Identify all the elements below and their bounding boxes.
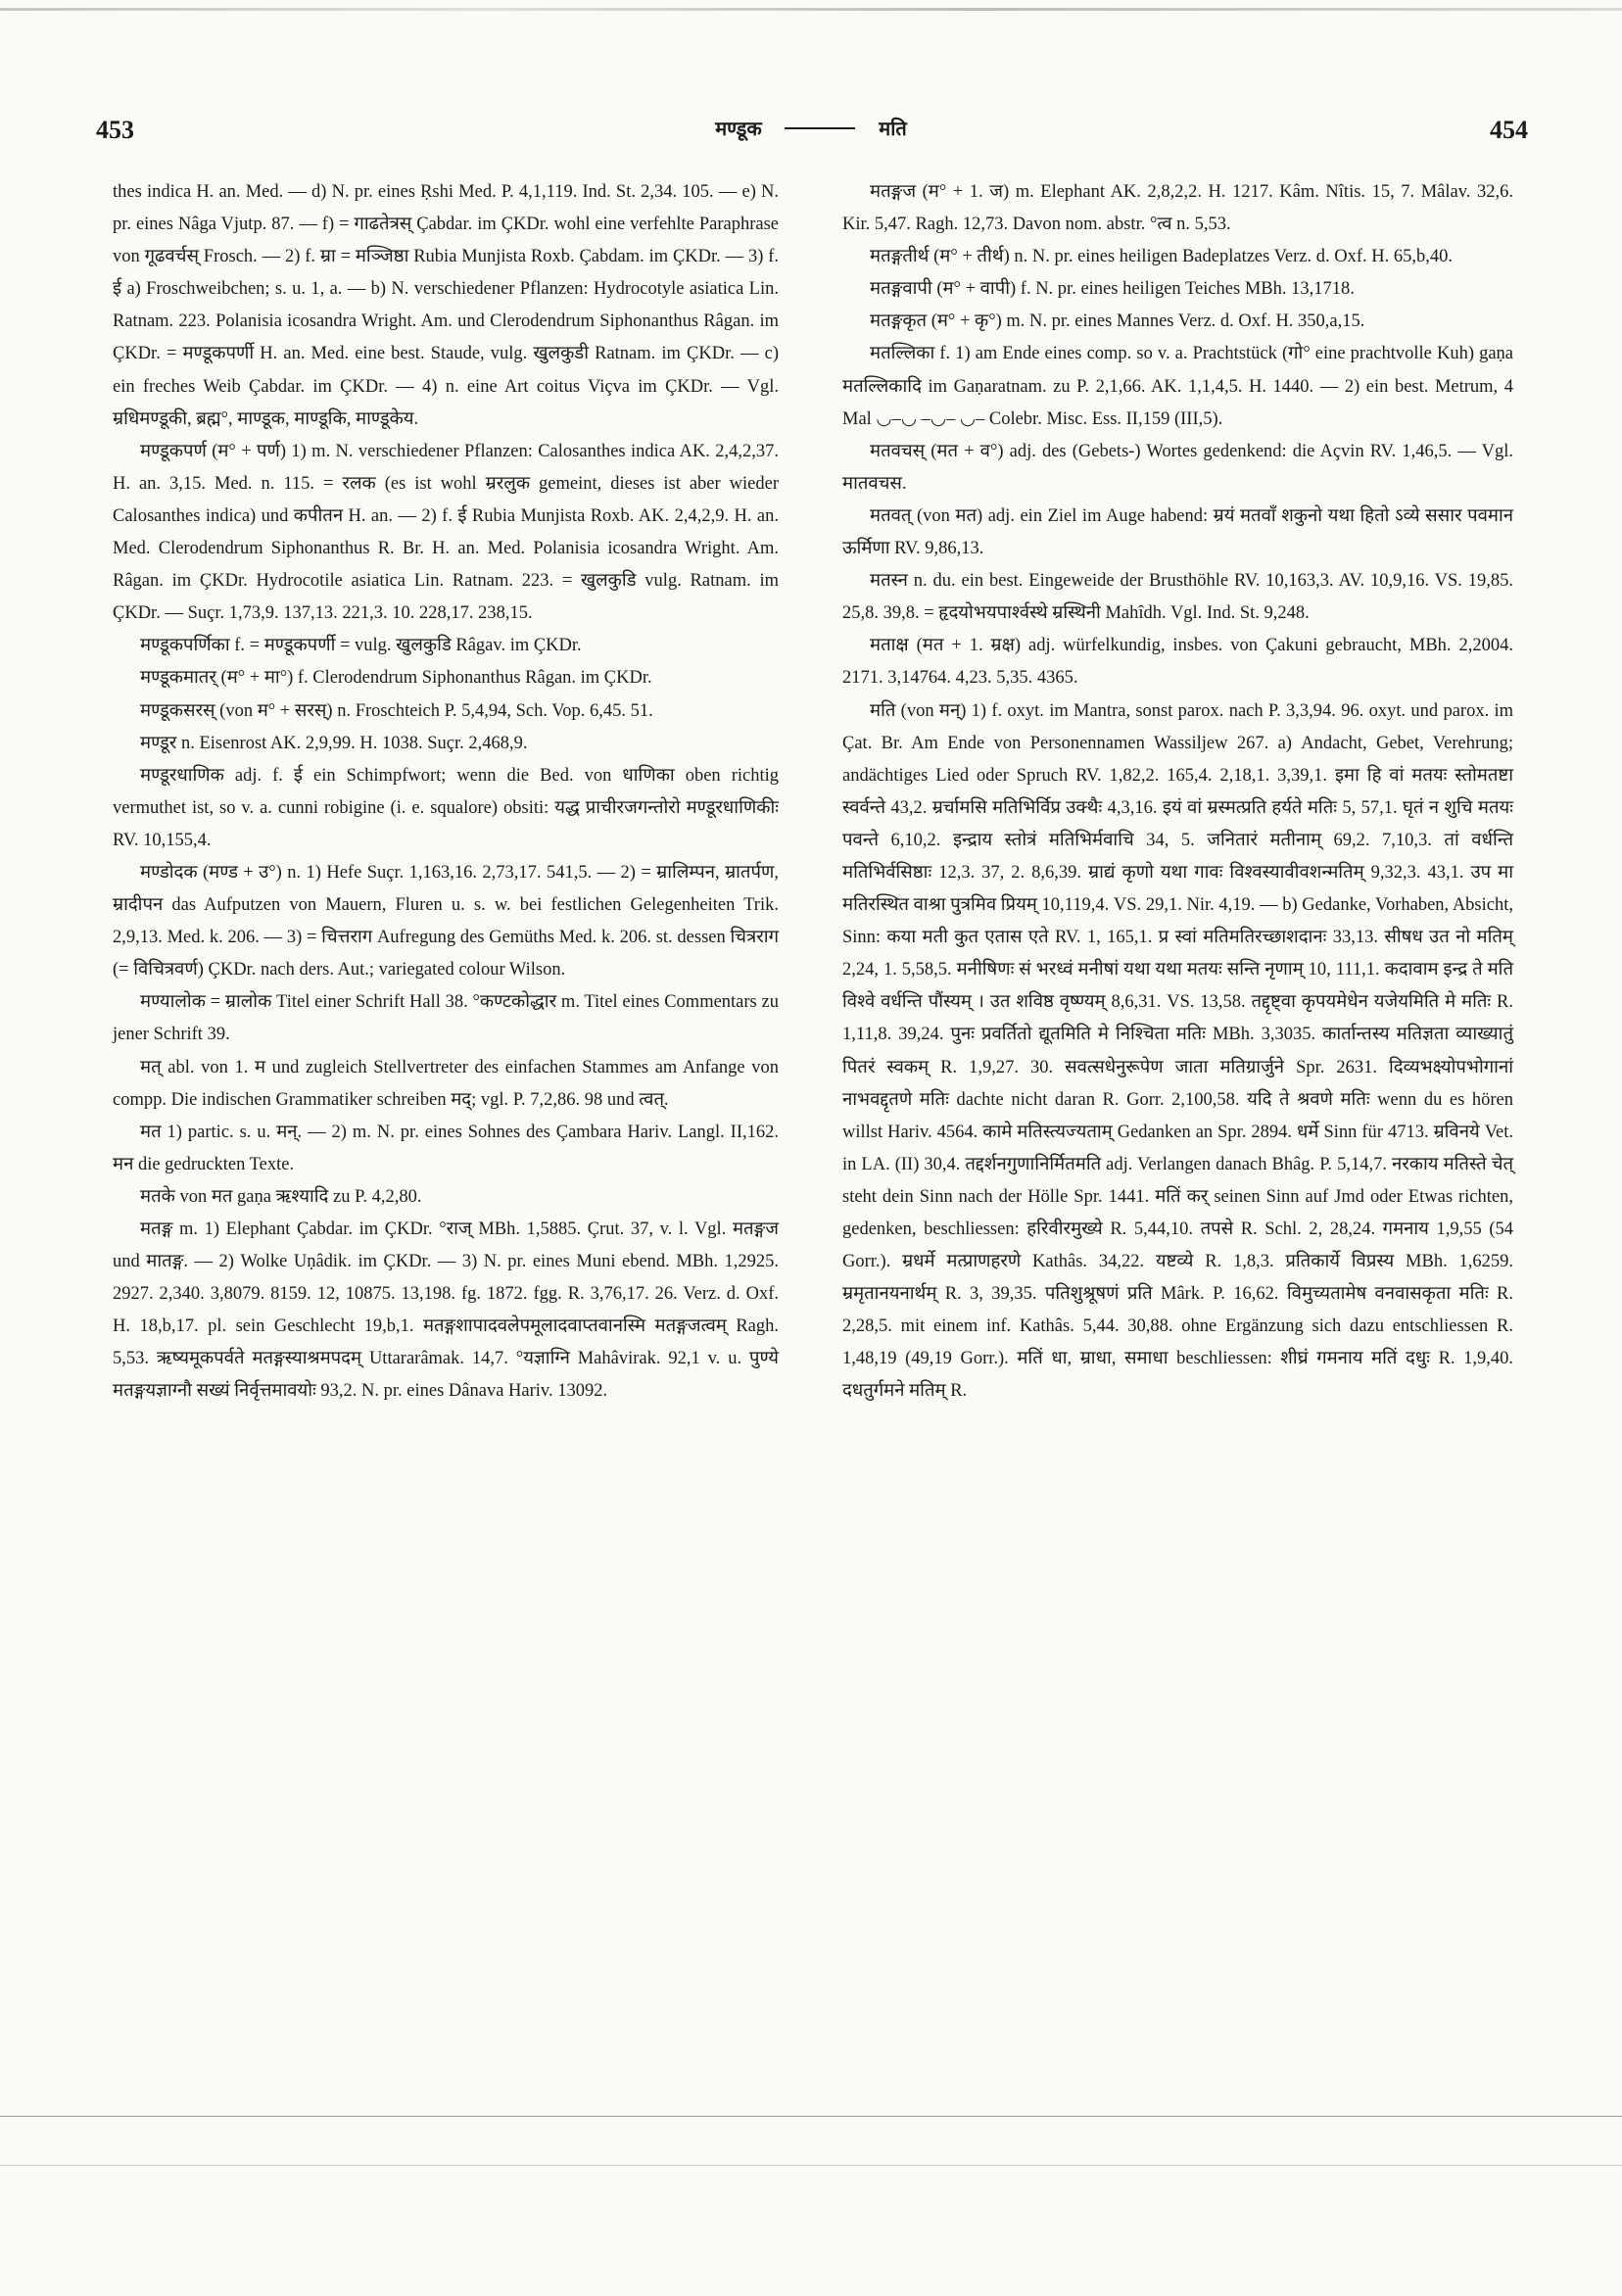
entry-paragraph: मतङ्गवापी (म° + वापी) f. N. pr. eines heiligen Teiches MBh. 13,1718. (870, 279, 1355, 300)
entry-paragraph: मतङ्गकृत (म° + कृ°) m. N. pr. eines Mannes Verz. d. Oxf. H. 350,a,15. (870, 311, 1365, 332)
entry-paragraph: मण्डूकपर्णिका f. = मण्डूकपर्णी = vulg. खुलकुडि Râgav. im ÇKDr. (140, 636, 582, 656)
headword-separator (785, 127, 855, 129)
entry-paragraph: मतङ्गज (म° + 1. ज) m. Elephant AK. 2,8,2,2. H. 1217. Kâm. Nîtis. 15, 7. Mâlav. 32,6. Kir. 5,47. Ragh. 12,73. Davon nom. abstr. °त्व n. 5,53. (842, 182, 1513, 235)
entry-paragraph: thes indica H. an. Med. — d) N. pr. eines Ṛshi Med. P. 4,1,119. Ind. St. 2,34. 105. — e) N. pr. eines Nâga Vjutp. 87. — f) = गाढतेत्रस् Çabdar. im ÇKDr. wohl eine verfehlte Paraphrase von गूढवर्चस् Frosch. — 2) f. म्रा = मञ्जिष्ठा Rubia Munjista Roxb. Çabdam. im ÇKDr. — 3) f. ई a) Froschweibchen; s. u. 1, a. — b) N. verschiedener Pflanzen: Hydrocotyle asiatica Lin. Ratnam. 223. Polanisia icosandra Wright. Am. und Clerodendrum Siphonanthus Râgan. im ÇKDr. = मण्डूकपर्णी H. an. Med. eine best. Staude, vulg. खुलकुडी Ratnam. im ÇKDr. — c) ein freches Weib Çabdar. im ÇKDr. — 4) n. eine Art coitus Viçva im ÇKDr. — Vgl. म्रधिमण्डूकी, ब्रह्म°, माण्डूक, माण्डूकि, माण्डूकेय. (113, 182, 779, 429)
right-column (842, 176, 1513, 1409)
entry-paragraph: मण्डूरधाणिक adj. f. ई ein Schimpfwort; wenn die Bed. von धाणिका oben richtig vermuthet ist, so v. a. cunni robigine (i. e. squalore) obsiti: यद्ध प्राचीरजगन्तोरो मण्डूरधाणिकीः RV. 10,155,4. (113, 765, 779, 850)
left-column (113, 176, 779, 1409)
headword-left: मण्डूक (715, 117, 762, 140)
entry-paragraph: मतल्लिका f. 1) am Ende eines comp. so v. a. Prachtstück (गो° eine prachtvolle Kuh) gaṇa मतल्लिकादि im Gaṇaratnam. zu P. 2,1,66. AK. 1,1,4,5. H. 1440. — 2) ein best. Metrum, 4 Mal ◡–◡ –◡– ◡– Colebr. Misc. Ess. II,159 (III,5). (842, 344, 1513, 429)
entry-paragraph: मतके von मत gaṇa ऋश्यादि zu P. 4,2,80. (140, 1186, 422, 1207)
running-head (0, 110, 1622, 142)
entry-paragraph: मण्डूकपर्ण (म° + पर्ण) 1) m. N. verschiedener Pflanzen: Calosanthes indica AK. 2,4,2,37. H. an. 3,15. Med. n. 115. = रलक (es ist wohl म्ररलुक gemeint, dieses ist aber wieder Calosanthes indica) und कपीतन H. an. — 2) f. ई Rubia Munjista Roxb. AK. 2,4,2,9. H. an. Med. Clerodendrum Siphonanthus R. Br. H. an. Med. Polanisia icosandra Wright. Am. Râgan. im ÇKDr. Hydrocotile asiatica Lin. Ratnam. 223. = खुलकुडि vulg. Ratnam. im ÇKDr. — Suçr. 1,73,9. 137,13. 221,3. 10. 228,17. 238,15. (113, 441, 779, 624)
bottom-rule (0, 2116, 1622, 2117)
entry-paragraph: मण्यालोक = म्रालोक Titel einer Schrift Hall 38. °कण्टकोद्धार m. Titel eines Commentars zu jener Schrift 39. (113, 992, 779, 1045)
entry-paragraph: मति (von मन्) 1) f. oxyt. im Mantra, sonst parox. nach P. 3,3,94. 96. oxyt. und parox. im Çat. Br. Am Ende von Personennamen Wassiljew 267. a) Andacht, Gebet, Verehrung; andächtiges Lied oder Spruch RV. 1,82,2. 165,4. 2,18,1. 3,39,1. इमा हि वां मतयः स्तोमतष्टा स्वर्वन्ते 43,2. म्रर्चामसि मतिभिर्विप्र उक्थैः 4,3,16. इयं वां म्रस्मत्प्रति हर्यते मतिः 5, 57,1. घृतं न शुचि मतयः पवन्ते 6,10,2. इन्द्राय स्तोत्रं मतिभिर्मवाचि 34, 5. जनितारं मतीनाम् 69,2. 7,10,3. तां वर्धन्ति मतिभिर्वसिष्ठाः 12,3. 37, 2. 8,6,39. म्राद्यं कृणो यथा गावः विश्वस्यावीवशन्मतिम् 9,32,3. 43,1. उप मा मतिरस्थित वाश्रा पुत्रमिव प्रियम् 10,119,4. VS. 29,1. Nir. 4,19. — b) Gedanke, Vorhaben, Absicht, Sinn: कया मती कुत एतास एते RV. 1, 165,1. प्र स्वां मतिमतिरच्छाशदानः 33,13. सीषध उत नो मतिम् 2,24, 1. 5,58,5. मनीषिणः सं भरध्वं मनीषां यथा यथा मतयः सन्ति नृणाम् 10, 111,1. कदावाम इन्द्र ते मति विश्वे वर्धन्ति पौंस्यम् । उत शविष्ठ वृष्ण्यम् 8,6,31. VS. 13,58. तद्दृष्ट्वा कृपयमेधेन यजेयमिति मे मतिः R. 1,11,8. 39,24. पुनः प्रवर्तितो द्यूतमिति मे निश्चिता मतिः MBh. 3,3035. कार्तान्तस्य मतिज्ञता व्याख्यातुं पितरं स्वकम् R. 1,9,27. 30. सवत्सधेनुरूपेण जाता मतिग्रार्जुने Spr. 2631. दिव्यभक्ष्योपभोगानां नाभवद्दृतणे मतिः dachte nicht daran R. Gorr. 2,100,58. यदि ते श्रवणे मतिः wenn du es hören willst Hariv. 4564. कामे मतिस्त्यज्यताम् Gedanken an Spr. 2894. धर्मे Sinn für 4713. म्रविनये Vet. in LA. (II) 30,4. तद्दर्शनगुणानिर्मितमति adj. Verlangen danach Bhâg. P. 5,14,7. नरकाय मतिस्ते चेत् steht dein Sinn nach der Hölle Spr. 1441. मतिं कर् seinen Sinn auf Jmd oder Etwas richten, gedenken, beschliessen: हरिवीरमुख्ये R. 5,44,10. तपसे R. Schl. 2, 28,24. गमनाय 1,9,55 (54 Gorr.). म्रधर्मे मत्प्राणहरणे Kathâs. 34,22. यष्टव्ये R. 1,8,3. प्रतिकार्ये विप्रस्य MBh. 1,6259. म्रमृतानयनार्थम् R. 3, 39,35. पतिशुश्रूषणं प्रति Mârk. P. 16,62. विमुच्यतामेष वनवासकृता मतिः R. 2,28,5. mit einem inf. Kathâs. 5,44. 30,88. ohne Ergänzung sich dazu entschliessen R. 1,48,19 (49,19 Gorr.). मतिं धा, म्राधा, समाधा beschliessen: शीघ्रं गमनाय मतिं दधुः R. 1,9,40. दधतुर्गमने मतिम् R. (842, 700, 1513, 1402)
entry-paragraph: मताक्ष (मत + 1. म्रक्ष) adj. würfelkundig, insbes. von Çakuni gebraucht, MBh. 2,2004. 2171. 3,14764. 4,23. 5,35. 4365. (842, 636, 1513, 689)
scan-edge-line (0, 8, 1622, 11)
page-number-right: 454 (1490, 116, 1528, 144)
entry-paragraph: मतङ्ग m. 1) Elephant Çabdar. im ÇKDr. °राज् MBh. 1,5885. Çrut. 37, v. l. Vgl. मतङ्गज und मातङ्ग. — 2) Wolke Uṇâdik. im ÇKDr. — 3) N. pr. eines Muni ebend. MBh. 1,2925. 2927. 2,340. 3,8079. 8159. 12, 10875. 13,198. fg. 1872. fgg. R. 3,76,17. 26. Verz. d. Oxf. H. 18,b,17. pl. sein Geschlecht 19,b,1. मतङ्गशापादवलेपमूलादवाप्तवानस्मि मतङ्गजत्वम् Ragh. 5,53. ऋष्यमूकपर्वते मतङ्गस्याश्रमपदम् Uttararâmak. 14,7. °यज्ञाग्नि Mahâvirak. 92,1 v. u. पुण्ये मतङ्गयज्ञाग्नौ सख्यं निर्वृत्तमावयोः 93,2. N. pr. eines Dânava Hariv. 13092. (113, 1220, 779, 1402)
entry-paragraph: मत् abl. von 1. म und zugleich Stellvertreter des einfachen Stammes am Anfange von compp. Die indischen Grammatiker schreiben मद्; vgl. P. 7,2,86. 98 und त्वत्. (113, 1057, 779, 1110)
bottom-rule-secondary (0, 2165, 1622, 2166)
entry-paragraph: मत 1) partic. s. u. मन्. — 2) m. N. pr. eines Sohnes des Çambara Hariv. Langl. II,162. मन die gedruckten Texte. (113, 1122, 779, 1174)
entry-paragraph: मतस्न n. du. ein best. Eingeweide der Brusthöhle RV. 10,163,3. AV. 10,9,16. VS. 19,85. 25,8. 39,8. = हृदयोभयपार्श्वस्थे म्रस्थिनी Mahîdh. Vgl. Ind. St. 9,248. (842, 571, 1513, 624)
entry-paragraph: मतङ्गतीर्थ (म° + तीर्थ) n. N. pr. eines heiligen Badeplatzes Verz. d. Oxf. H. 65,b,40. (870, 247, 1454, 267)
entry-paragraph: मण्डूर n. Eisenrost AK. 2,9,99. H. 1038. Suçr. 2,468,9. (140, 733, 528, 753)
entry-paragraph: मतवचस् (मत + व°) adj. des (Gebets-) Wortes gedenkend: die Açvin RV. 1,46,5. — Vgl. मातवचस. (842, 441, 1513, 494)
entry-paragraph: मण्डूकमातर् (म° + मा°) f. Clerodendrum Siphonanthus Râgan. im ÇKDr. (140, 668, 652, 689)
entry-paragraph: मण्डूकसरस् (von म° + सरस्) n. Froschteich P. 5,4,94, Sch. Vop. 6,45. 51. (140, 700, 653, 721)
entry-paragraph: मतवत् (von मत) adj. ein Ziel im Auge habend: म्रयं मतवाँ शकुनो यथा हितो ऽव्ये ससार पवमान ऊर्मिणा RV. 9,86,13. (842, 505, 1513, 559)
entry-paragraph: मण्डोदक (मण्ड + उ°) n. 1) Hefe Suçr. 1,163,16. 2,73,17. 541,5. — 2) = म्रालिम्पन, म्रातर्पण, म्रादीपन das Aufputzen von Mauern, Fluren u. s. w. bei festlichen Gelegenheiten Trik. 2,9,13. Med. k. 206. — 3) = चित्तराग Aufregung des Gemüths Med. k. 206. st. dessen चित्रराग (= विचित्रवर्ण) ÇKDr. nach ders. Aut.; variegated colour Wilson. (113, 862, 779, 981)
page-number-left: 453 (96, 116, 134, 144)
headword-right: मति (879, 117, 907, 140)
